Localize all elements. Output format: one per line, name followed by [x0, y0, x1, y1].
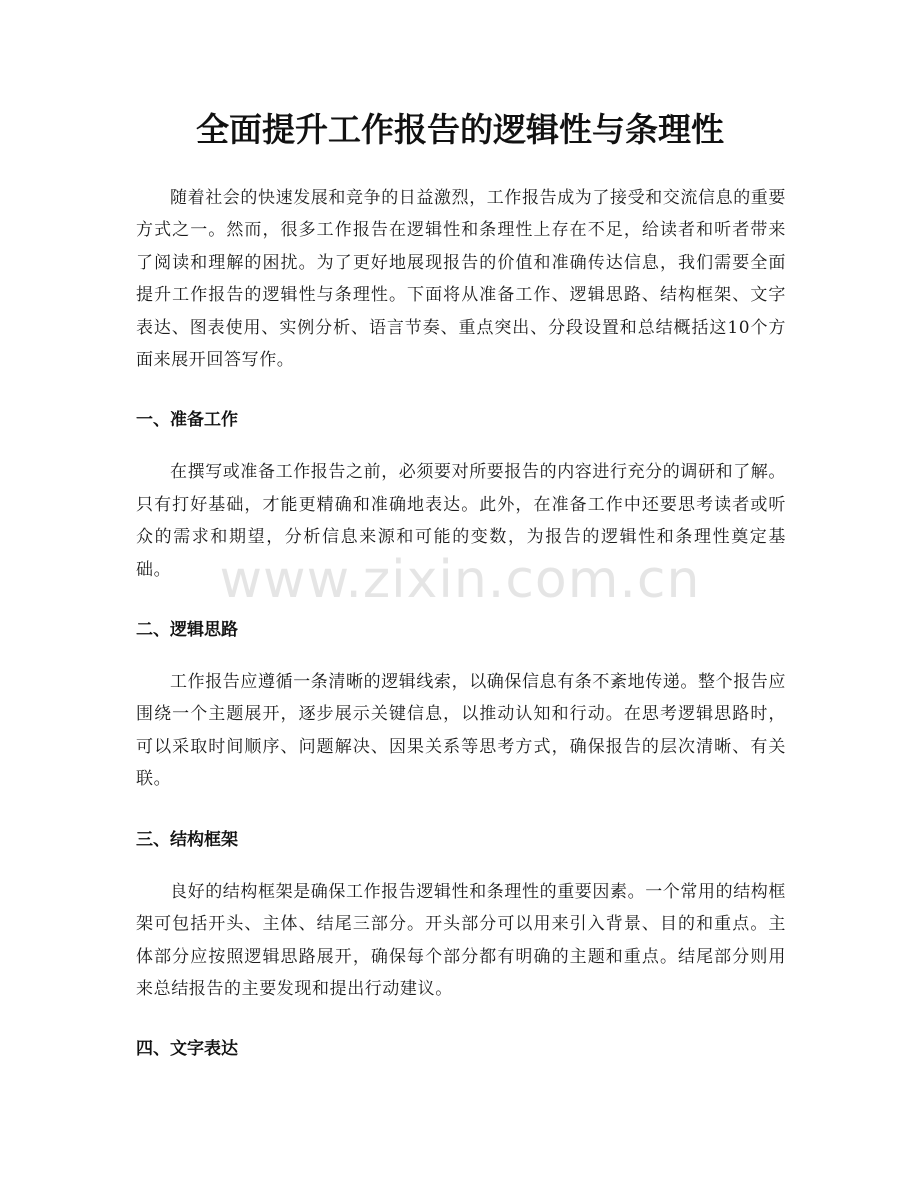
section-body-structure: 良好的结构框架是确保工作报告逻辑性和条理性的重要因素。一个常用的结构框架可包括开头、主体、结尾三部分。开头部分可以用来引入背景、目的和重点。主体部分应按照逻辑思路展开，确保每个部分都有明确的主题和重点。结尾部分则用来总结报告的主要发现和提出行动建议。 — [136, 881, 786, 999]
document-body — [136, 182, 786, 1061]
section-heading-wording: 四、文字表达 — [136, 1039, 238, 1060]
section-heading-logic: 二、逻辑思路 — [136, 620, 238, 641]
section-heading-structure: 三、结构框架 — [136, 829, 238, 850]
section-body-logic: 工作报告应遵循一条清晰的逻辑线索，以确保信息有条不紊地传递。整个报告应围绕一个主题展开，逐步展示关键信息，以推动认知和行动。在思考逻辑思路时，可以采取时间顺序、问题解决、因果关系等思考方式，确保报告的层次清晰、有关联。 — [136, 672, 786, 790]
section-body-preparation: 在撰写或准备工作报告之前，必须要对所要报告的内容进行充分的调研和了解。只有打好基础，才能更精确和准确地表达。此外，在准备工作中还要思考读者或听众的需求和期望，分析信息来源和可能的变数，为报告的逻辑性和条理性奠定基础。 — [136, 462, 786, 580]
document-title: 全面提升工作报告的逻辑性与条理性 — [196, 110, 724, 149]
watermark-text: www.zixin.com.cn — [219, 550, 701, 610]
section-heading-preparation: 一、准备工作 — [136, 410, 238, 431]
intro-paragraph: 随着社会的快速发展和竞争的日益激烈，工作报告成为了接受和交流信息的重要方式之一。然而，很多工作报告在逻辑性和条理性上存在不足，给读者和听者带来了阅读和理解的困扰。为了更好地展现报告的价值和准确传达信息，我们需要全面提升工作报告的逻辑性与条理性。下面将从准备工作、逻辑思路、结构框架、文字表达、图表使用、实例分析、语言节奏、重点突出、分段设置和总结概括这10个方面来展开回答写作。 — [136, 188, 786, 371]
